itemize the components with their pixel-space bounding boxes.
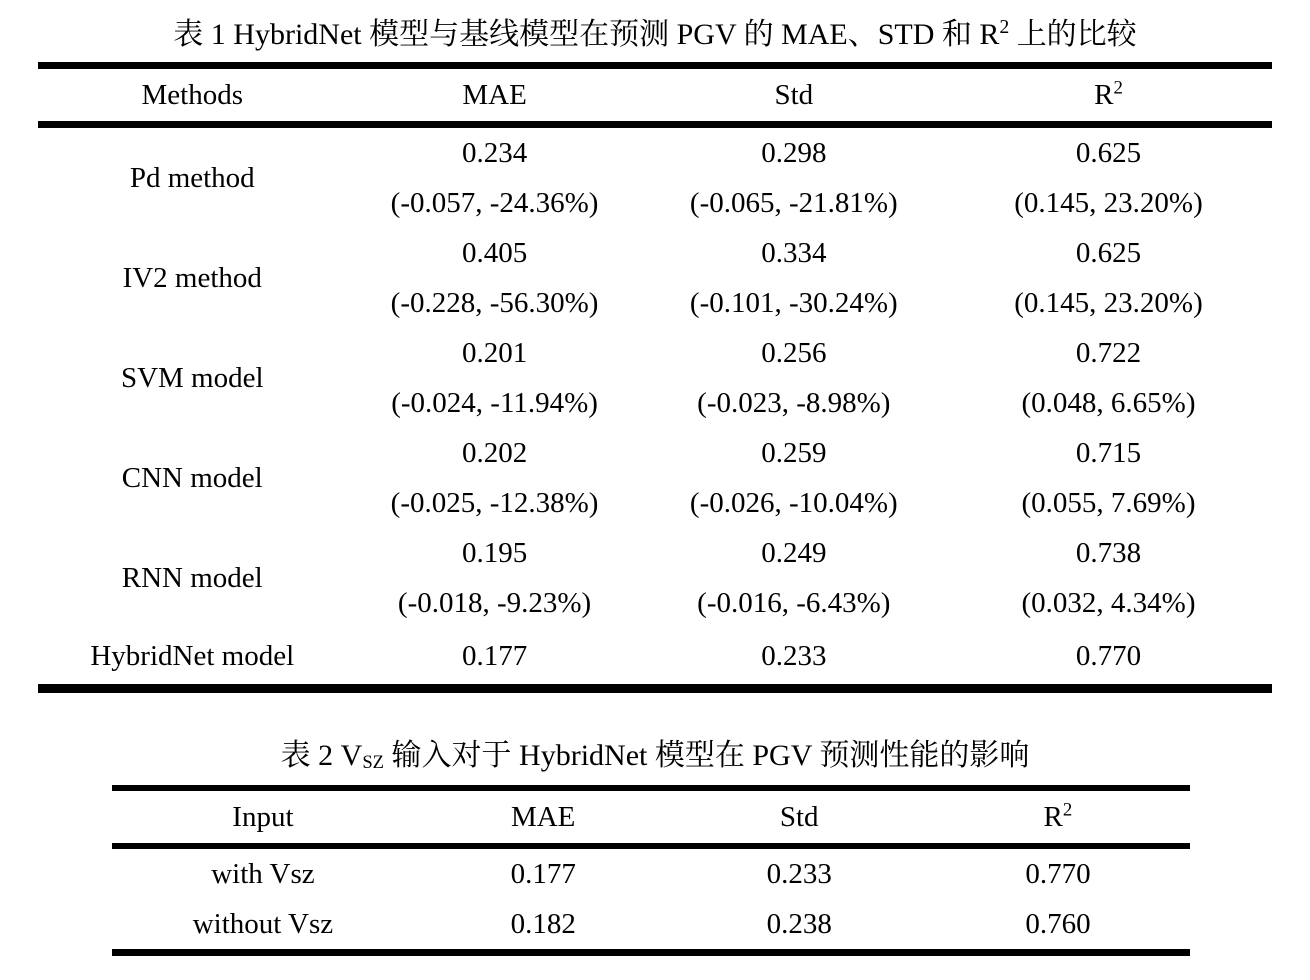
mae-value: 0.177 <box>510 858 576 890</box>
mae-cell <box>347 228 643 328</box>
r2-exponent: 2 <box>1113 76 1123 98</box>
method-name: Pd method <box>129 161 255 194</box>
table-row-cnn-model <box>38 428 1272 528</box>
column-header-methods: Methods <box>141 78 243 111</box>
input-name: with Vsz <box>211 858 315 890</box>
r2-delta: (0.032, 4.34%) <box>1021 587 1196 619</box>
mae-value: 0.182 <box>510 908 576 940</box>
column-header-r2 <box>945 66 1272 125</box>
table1-caption-text: 表 1 HybridNet 模型与基线模型在预测 PGV 的 MAE、STD 和 R <box>173 18 1000 51</box>
mae-value: 0.177 <box>461 640 528 672</box>
r2-exponent: 2 <box>1062 798 1073 820</box>
std-value: 0.249 <box>761 537 827 569</box>
method-name: HybridNet model <box>90 640 295 672</box>
mae-value: 0.234 <box>461 137 528 169</box>
column-header-mae: MAE <box>462 78 527 111</box>
table1-caption <box>0 14 1310 56</box>
r2-cell <box>945 125 1272 229</box>
mae-delta: (-0.024, -11.94%) <box>391 387 598 419</box>
std-delta: (-0.023, -8.98%) <box>697 387 891 419</box>
r2-value: 0.770 <box>1025 858 1091 890</box>
table-row-svm-model <box>38 328 1272 428</box>
r2-delta: (0.055, 7.69%) <box>1021 487 1196 519</box>
mae-cell <box>347 328 643 428</box>
method-name: CNN model <box>121 461 263 494</box>
r2-value: 0.625 <box>1075 237 1142 269</box>
std-value: 0.238 <box>766 908 832 940</box>
r2-value: 0.625 <box>1075 137 1142 169</box>
r2-base: R <box>1094 78 1114 111</box>
std-cell <box>643 125 945 229</box>
std-value: 0.259 <box>761 437 827 469</box>
std-value: 0.334 <box>761 237 827 269</box>
mae-cell <box>347 125 643 229</box>
table-row-rnn-model <box>38 528 1272 628</box>
mae-delta: (-0.228, -56.30%) <box>390 287 599 319</box>
std-delta: (-0.026, -10.04%) <box>689 487 898 519</box>
method-name: IV2 method <box>122 261 262 294</box>
std-cell <box>643 528 945 628</box>
table2-caption-suffix: 输入对于 HybridNet 模型在 PGV 预测性能的影响 <box>384 739 1030 772</box>
mae-cell <box>347 528 643 628</box>
table-row-pd-method <box>38 125 1272 229</box>
std-value: 0.298 <box>761 137 827 169</box>
std-value: 0.233 <box>761 640 827 672</box>
r2-cell <box>945 528 1272 628</box>
r2-value: 0.760 <box>1025 908 1091 940</box>
mae-value: 0.201 <box>461 337 528 369</box>
table-row-hybridnet-model <box>38 628 1272 689</box>
table2-vsz-ablation <box>112 785 1190 956</box>
r2-value: 0.770 <box>1075 640 1142 672</box>
std-value: 0.256 <box>761 337 827 369</box>
table1-caption-superscript: 2 <box>999 17 1010 38</box>
column-header-std: Std <box>774 78 814 111</box>
column-header-std: Std <box>779 800 819 833</box>
std-delta: (-0.101, -30.24%) <box>689 287 898 319</box>
table-row-without-vsz <box>112 899 1190 953</box>
table1-comparison <box>38 62 1272 693</box>
mae-delta: (-0.057, -24.36%) <box>390 187 599 219</box>
r2-delta: (0.048, 6.65%) <box>1021 387 1196 419</box>
r2-delta: (0.145, 23.20%) <box>1014 287 1203 319</box>
std-cell <box>643 228 945 328</box>
mae-value: 0.405 <box>461 237 528 269</box>
table2-caption <box>0 735 1310 777</box>
r2-cell <box>945 428 1272 528</box>
mae-value: 0.195 <box>461 537 528 569</box>
r2-value: 0.715 <box>1075 437 1142 469</box>
mae-delta: (-0.025, -12.38%) <box>390 487 599 519</box>
column-header-mae: MAE <box>510 800 576 833</box>
r2-value: 0.738 <box>1075 537 1142 569</box>
r2-value: 0.722 <box>1075 337 1142 369</box>
table2-header-row <box>112 788 1190 846</box>
r2-base: R <box>1043 800 1063 833</box>
method-name: RNN model <box>121 561 263 594</box>
column-header-r2 <box>926 788 1190 846</box>
r2-cell <box>945 228 1272 328</box>
table-row-iv2-method <box>38 228 1272 328</box>
mae-delta: (-0.018, -9.23%) <box>397 587 592 619</box>
column-header-input: Input <box>232 800 294 833</box>
r2-cell <box>945 328 1272 428</box>
std-cell <box>643 428 945 528</box>
table1-header-row <box>38 66 1272 125</box>
r2-delta: (0.145, 23.20%) <box>1014 187 1203 219</box>
std-cell <box>643 328 945 428</box>
method-name: SVM model <box>120 361 264 394</box>
std-delta: (-0.016, -6.43%) <box>697 587 891 619</box>
input-name: without Vsz <box>192 908 334 940</box>
table1-caption-suffix: 上的比较 <box>1009 18 1137 51</box>
table2-caption-text: 表 2 V <box>280 739 363 772</box>
mae-cell <box>347 428 643 528</box>
std-delta: (-0.065, -21.81%) <box>689 187 898 219</box>
table2-caption-subscript: SZ <box>362 752 385 774</box>
table-row-with-vsz <box>112 846 1190 899</box>
mae-value: 0.202 <box>461 437 528 469</box>
std-value: 0.233 <box>766 858 832 890</box>
